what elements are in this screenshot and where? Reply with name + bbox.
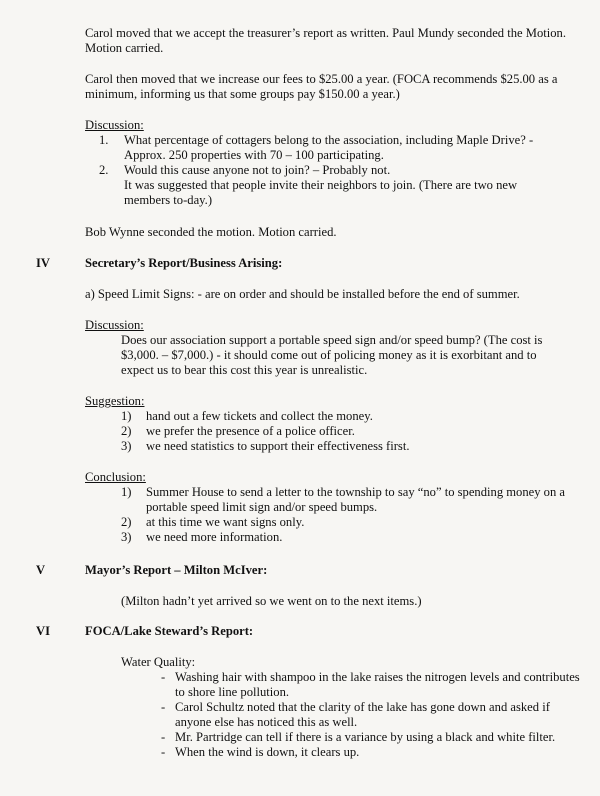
section-6-title: FOCA/Lake Steward’s Report: [85,624,254,638]
suggestion-heading: Suggestion: [85,394,145,408]
paragraph-treasurer-motion: Carol moved that we accept the treasurer’s report as written. Paul Mundy seconded the Motion. Motion carried. [85,26,566,55]
section-4-discussion-text: Does our association support a portable speed sign and/or speed bump? (The cost is $3,000. – $7,000.) - it should come out of policing money as it is exorbitant and to expect us to bear this cost this year is unrealistic. [121,333,543,377]
list-item: 2) we prefer the presence of a police officer. [121,424,355,438]
discussion-1 [85,118,570,208]
list-item: 3) we need more information. [121,530,283,544]
conclusion-heading: Conclusion: [85,470,146,484]
list-item: 1) Summer House to send a letter to the township to say “no” to spending money on a portable speed limit sign and/or speed bumps. [121,485,566,514]
section-4-discussion-heading: Discussion: [85,318,144,332]
paragraph-fee-motion: Carol then moved that we increase our fees to $25.00 a year. (FOCA recommends $25.00 as a minimum, informing us that some groups pay $150.00 a year.) [85,72,558,101]
section-4-title: Secretary’s Report/Business Arising: [85,256,283,270]
section-6-number: VI [36,624,50,638]
list-item: 3) we need statistics to support their effectiveness first. [121,439,410,453]
section-5-title: Mayor’s Report – Milton McIver: [85,563,268,577]
section-4-number: IV [36,256,50,270]
discussion-1-heading: Discussion: [85,118,144,132]
section-5-text: (Milton hadn’t yet arrived so we went on to the next items.) [121,594,422,608]
paragraph-seconded: Bob Wynne seconded the motion. Motion carried. [85,225,337,239]
list-item: - Mr. Partridge can tell if there is a variance by using a black and white filter. [161,730,556,744]
water-quality-heading: Water Quality: [121,655,196,669]
section-5-number: V [36,563,46,577]
suggestion-list [121,409,571,454]
list-item: - When the wind is down, it clears up. [161,745,360,759]
conclusion-list [121,485,576,545]
water-quality-list [161,670,581,760]
list-item: - Washing hair with shampoo in the lake raises the nitrogen levels and contributes to shore line pollution. [161,670,580,699]
list-item: - Carol Schultz noted that the clarity of the lake has gone down and asked if anyone else has noticed this as well. [161,700,550,729]
discussion-1-item: 2. Would this cause anyone not to join? – Probably not. [99,163,391,177]
list-item: 2) at this time we want signs only. [121,515,305,529]
list-item: 1) hand out a few tickets and collect the money. [121,409,373,423]
discussion-1-item: 1. What percentage of cottagers belong to the association, including Maple Drive? - Approx. 250 properties with 70 – 100 participating. [99,133,534,162]
section-4-item-a: a) Speed Limit Signs: - are on order and should be installed before the end of summer. [85,287,520,301]
discussion-1-note: It was suggested that people invite their neighbors to join. (There are two new members to-day.) [124,178,518,207]
